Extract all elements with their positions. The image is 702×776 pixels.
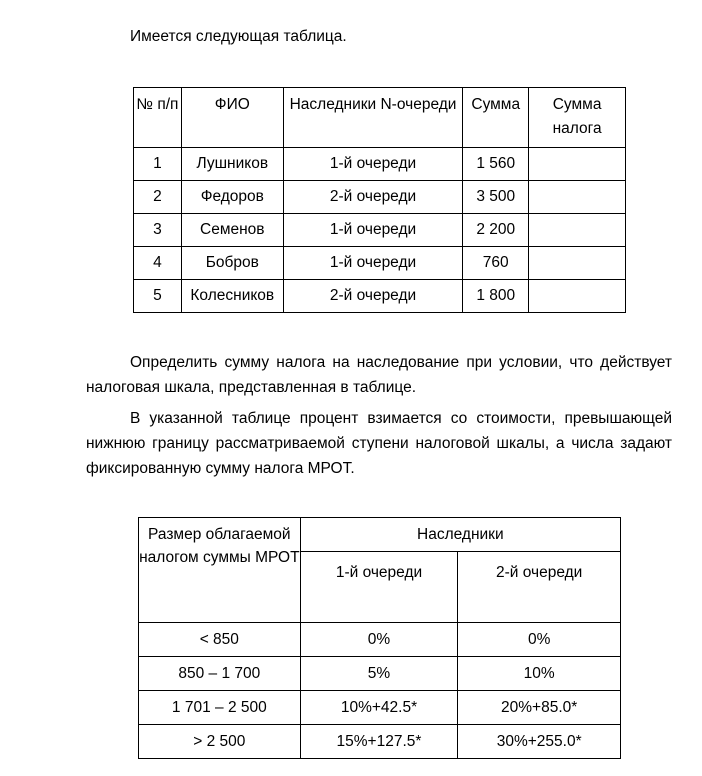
table-header-row (134, 88, 626, 148)
row-first-order-rate: 10%+42.5* (300, 691, 458, 725)
header-tax-amount: Сумма налога (529, 88, 626, 148)
table-header-row (139, 518, 621, 552)
table-row (139, 725, 621, 759)
table-row (139, 657, 621, 691)
header-number: № п/п (134, 88, 182, 148)
explanation-paragraph: В указанной таблице процент взимается со стоимости, превышающей нижнюю границу рассматриваемой ступени налоговой шкалы, а числа задают фиксированную сумму налога МРОТ. (86, 410, 672, 477)
row-range: < 850 (139, 623, 301, 657)
row-amount: 1 800 (463, 280, 529, 313)
header-amount: Сумма (463, 88, 529, 148)
row-number: 2 (134, 181, 182, 214)
row-number: 5 (134, 280, 182, 313)
row-range: > 2 500 (139, 725, 301, 759)
table-row (134, 247, 626, 280)
header-heirs: Наследники (300, 518, 620, 552)
row-heir-order: 1-й очереди (283, 247, 463, 280)
row-second-order-rate: 30%+255.0* (458, 725, 621, 759)
table-row (134, 280, 626, 313)
row-heir-order: 1-й очереди (283, 148, 463, 181)
row-tax-amount (529, 247, 626, 280)
header-taxable-size: Размер облагаемой налогом суммы МРОТ (139, 518, 301, 623)
row-tax-amount (529, 280, 626, 313)
table-row (139, 623, 621, 657)
row-first-order-rate: 15%+127.5* (300, 725, 458, 759)
row-range: 850 – 1 700 (139, 657, 301, 691)
row-tax-amount (529, 181, 626, 214)
table-row (139, 691, 621, 725)
row-name: Колесников (181, 280, 283, 313)
row-name: Семенов (181, 214, 283, 247)
row-amount: 2 200 (463, 214, 529, 247)
row-first-order-rate: 5% (300, 657, 458, 691)
row-second-order-rate: 10% (458, 657, 621, 691)
row-heir-order: 2-й очереди (283, 181, 463, 214)
header-heir-order: Наследники N-очереди (283, 88, 463, 148)
row-heir-order: 2-й очереди (283, 280, 463, 313)
row-number: 1 (134, 148, 182, 181)
row-heir-order: 1-й очереди (283, 214, 463, 247)
row-amount: 1 560 (463, 148, 529, 181)
row-first-order-rate: 0% (300, 623, 458, 657)
row-amount: 3 500 (463, 181, 529, 214)
row-second-order-rate: 0% (458, 623, 621, 657)
row-amount: 760 (463, 247, 529, 280)
row-second-order-rate: 20%+85.0* (458, 691, 621, 725)
row-number: 3 (134, 214, 182, 247)
table-row (134, 148, 626, 181)
row-number: 4 (134, 247, 182, 280)
table-row (134, 214, 626, 247)
header-first-order: 1-й очереди (300, 552, 458, 623)
table-row (134, 181, 626, 214)
row-name: Бобров (181, 247, 283, 280)
intro-text: Имеется следующая таблица. (130, 28, 347, 45)
header-name: ФИО (181, 88, 283, 148)
row-tax-amount (529, 148, 626, 181)
header-second-order: 2-й очереди (458, 552, 621, 623)
heirs-table (133, 87, 626, 313)
task-paragraph: Определить сумму налога на наследование при условии, что действует налоговая шкала, представленная в таблице. (86, 354, 672, 396)
row-name: Лушников (181, 148, 283, 181)
row-range: 1 701 – 2 500 (139, 691, 301, 725)
row-tax-amount (529, 214, 626, 247)
tax-scale-table (138, 517, 621, 759)
row-name: Федоров (181, 181, 283, 214)
